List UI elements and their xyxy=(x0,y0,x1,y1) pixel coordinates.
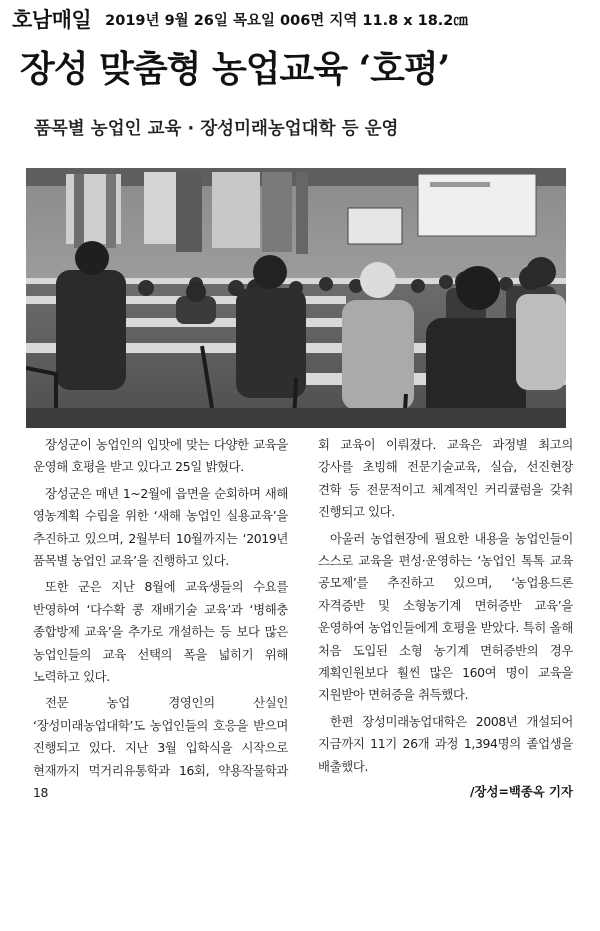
page-header xyxy=(12,4,592,34)
article-paragraph: 장성군이 농업인의 입맛에 맞는 다양한 교육을 운영해 호평을 받고 있다고 25일 밝혔다. xyxy=(33,437,288,475)
article-paragraph: 또한 군은 지난 8월에 교육생들의 수요를 반영하여 ‘다수확 콩 재배기술 교육’과 ‘병해충 종합방제 교육’을 추가로 개설하는 등 보다 많은 농업인들의 교육 선택의 폭을 넓히기 위해 노력하고 있다. xyxy=(33,579,288,685)
article-paragraph: 한편 장성미래농업대학은 2008년 개설되어 지금까지 11기 26개 과정 1,394명의 졸업생을 배출했다. xyxy=(318,713,573,774)
article-column-left xyxy=(33,434,288,920)
article-subheadline: 품목별 농업인 교육 · 장성미래농업대학 등 운영 xyxy=(34,119,399,139)
article-paragraph: 아울러 농업현장에 필요한 내용을 농업인들이 스스로 교육을 편성·운영하는 ‘농업인 톡톡 교육 공모제’를 추진하고 있으며, ‘농업용드론 자격증반 및 소형농기계 면허증반 교육’을 운영하여 농업인들에게 호평을 받았다. 특히 올해 처음 도입된 소형 농기계 면허증반의 경우 계획인원보다 훨씬 많은 160여 명이 교육을 지원받아 면허증을 취득했다. xyxy=(318,530,573,703)
article-column-right xyxy=(318,434,573,920)
article-paragraph: 장성군은 매년 1~2월에 읍면을 순회하며 새해 영농계획 수립을 위한 ‘새해 농업인 실용교육’을 추진하고 있으며, 2월부터 10월까지는 ‘2019년 품목별 농업인 교육’을 진행하고 있다. xyxy=(33,485,288,569)
classroom-photo xyxy=(26,168,566,428)
article-paragraph: 전문 농업 경영인의 산실인 ‘장성미래농업대학’도 농업인들의 호응을 받으며 진행되고 있다. 지난 3월 입학식을 시작으로 현재까지 먹거리유통학과 16회, 약용작물학과 18 xyxy=(33,695,288,801)
newspaper-logo: 호남매일 xyxy=(12,8,92,32)
date-page-info: 2019년 9월 26일 목요일 006면 지역 11.8 x 18.2㎝ xyxy=(105,12,468,29)
article-body xyxy=(33,434,573,920)
article-headline: 장성 맞춤형 농업교육 ‘호평’ xyxy=(20,48,450,90)
article-paragraph: 회 교육이 이뤄졌다. 교육은 과정별 최고의 강사를 초빙해 전문기술교육, 실습, 선진현장 견학 등 전문적이고 체계적인 커리큘럼을 갖춰 진행되고 있다. xyxy=(318,437,573,520)
article-byline: /장성=백종옥 기자 xyxy=(469,784,573,800)
